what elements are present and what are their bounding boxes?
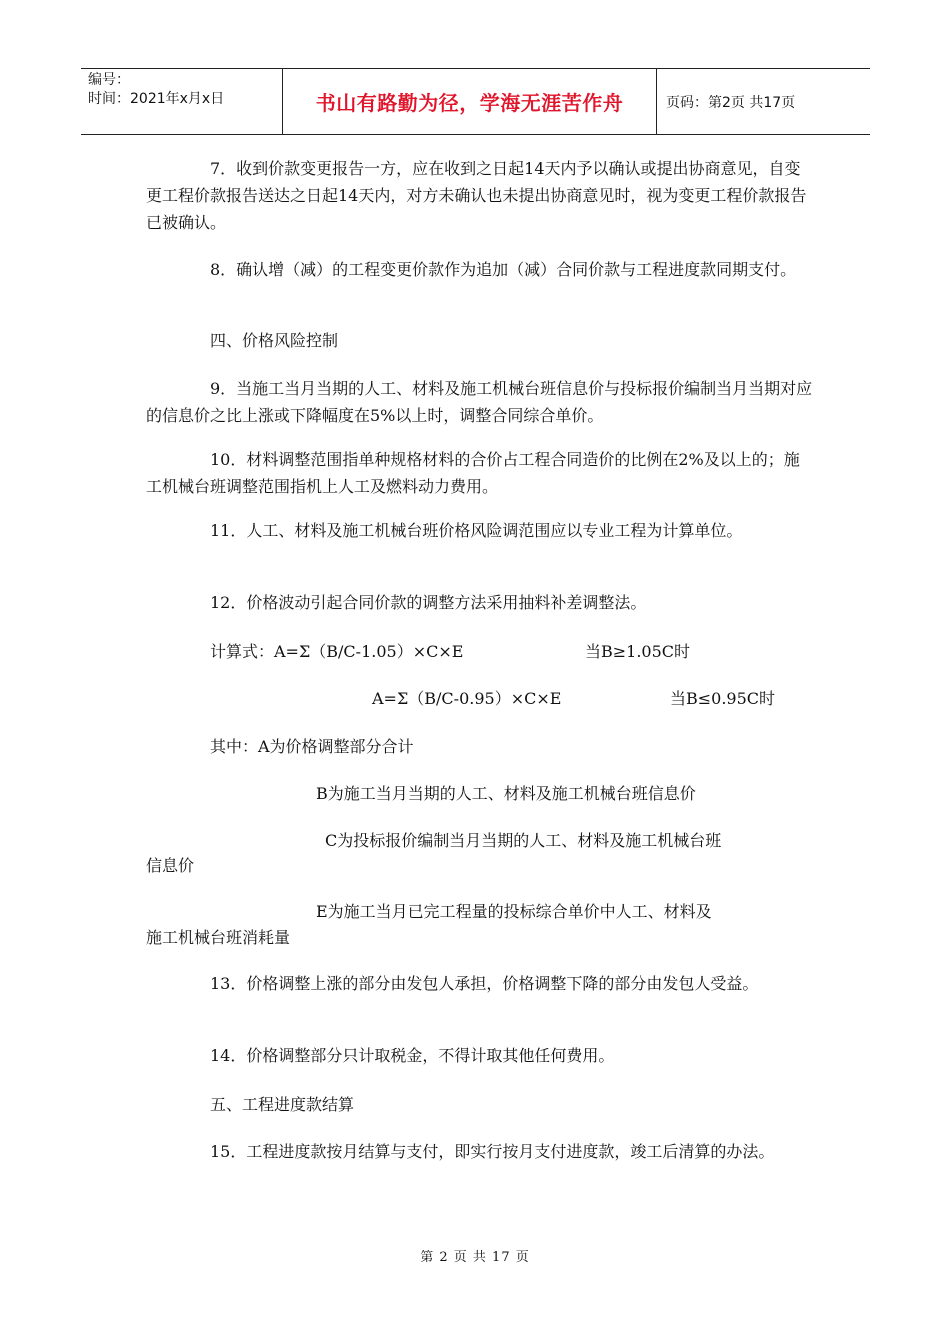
formula-line-2: A=Σ（B/C-0.95）×C×E (372, 689, 562, 708)
definition-e-line1: E为施工当月已完工程量的投标综合单价中人工、材料及 (316, 902, 712, 921)
paragraph-7: 7．收到价款变更报告一方，应在收到之日起14天内予以确认或提出协商意见，自变更工程价款报告送达之日起14天内，对方未确认也未提出协商意见时，视为变更工程价款报告已被确认。 (146, 159, 807, 232)
document-time-label: 时间：2021年x月x日 (88, 91, 225, 107)
definition-c-line1: C为投标报价编制当月当期的人工、材料及施工机械台班 (325, 831, 722, 850)
formula-condition-1: 当B≥1.05C时 (585, 642, 691, 661)
page-header (81, 68, 870, 135)
page-footer: 第 2 页 共 17 页 (420, 1250, 530, 1265)
paragraph-9: 9．当施工当月当期的人工、材料及施工机械台班信息价与投标报价编制当月当期对应的信息价之比上涨或下降幅度在5%以上时，调整合同综合单价。 (146, 379, 813, 425)
paragraph-8: 8．确认增（减）的工程变更价款作为追加（减）合同价款与工程进度款同期支付。 (210, 260, 797, 279)
formula-line-1: 计算式：A=Σ（B/C-1.05）×C×E (210, 642, 464, 661)
definition-a: 其中：A为价格调整部分合计 (210, 737, 414, 756)
section-heading-4: 四、价格风险控制 (210, 331, 339, 350)
document-number-label: 编号： (88, 72, 130, 88)
paragraph-13: 13．价格调整上涨的部分由发包人承担，价格调整下降的部分由发包人受益。 (210, 974, 759, 993)
header-page-info: 页码：第2页 共17页 (666, 94, 796, 111)
paragraph-11: 11．人工、材料及施工机械台班价格风险调范围应以专业工程为计算单位。 (210, 521, 743, 540)
paragraph-14: 14．价格调整部分只计取税金，不得计取其他任何费用。 (210, 1046, 615, 1065)
header-motto: 书山有路勤为径，学海无涯苦作舟 (315, 91, 624, 115)
paragraph-15: 15．工程进度款按月结算与支付，即实行按月支付进度款，竣工后清算的办法。 (210, 1142, 775, 1161)
definition-b: B为施工当月当期的人工、材料及施工机械台班信息价 (316, 784, 696, 803)
definition-c-line2: 信息价 (146, 856, 195, 875)
section-heading-5: 五、工程进度款结算 (210, 1095, 355, 1114)
header-motto-cell (283, 69, 657, 134)
paragraph-10: 10．材料调整范围指单种规格材料的合价占工程合同造价的比例在2%及以上的；施工机械台班调整范围指机上人工及燃料动力费用。 (146, 450, 800, 496)
paragraph-12: 12．价格波动引起合同价款的调整方法采用抽料补差调整法。 (210, 593, 647, 612)
header-meta (81, 69, 283, 134)
formula-condition-2: 当B≤0.95C时 (670, 689, 776, 708)
definition-e-line2: 施工机械台班消耗量 (146, 928, 291, 947)
